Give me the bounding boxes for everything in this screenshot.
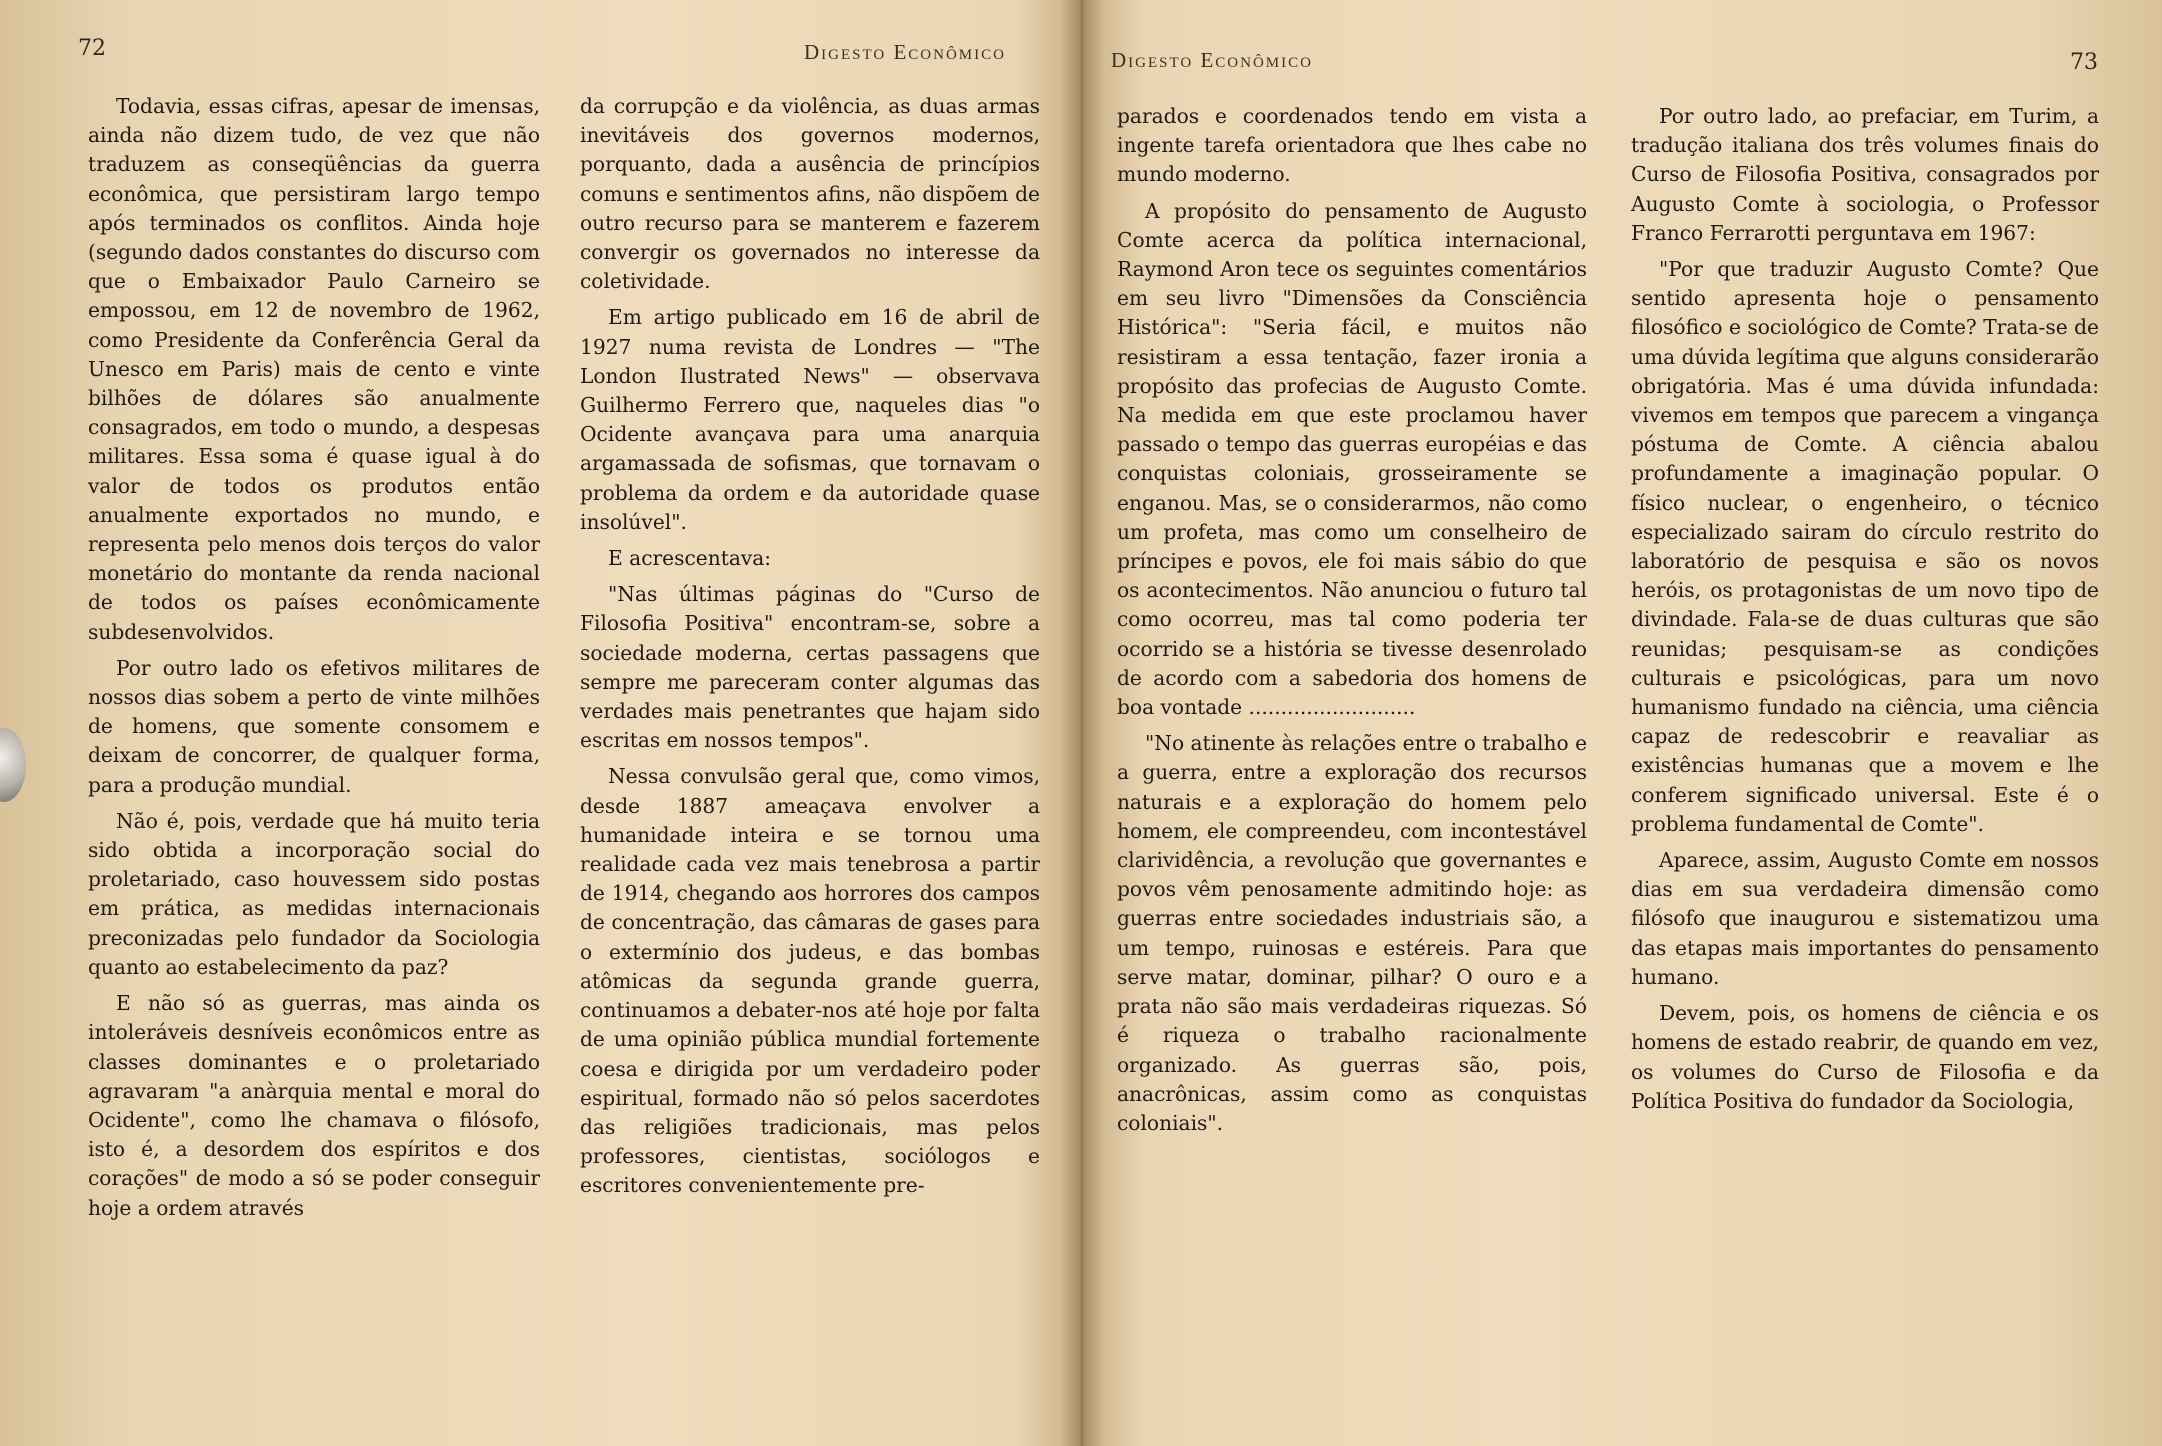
paragraph: Devem, pois, os homens de ciência e os homens de estado reabrir, de quando em vez, os volumes do Curso de Filosofia e da Política Positiva do fundador da Sociologia, [1631, 1001, 2099, 1113]
right-column-2 [1631, 102, 2099, 1123]
quotation: "Nas últimas páginas do "Curso de Filosofia Positiva" encontram-se, sobre a sociedade moderna, certas passagens que sempre me pareceram conter algumas das verdades mais penetrantes que hajam sido escritas em nossos tempos". [580, 582, 1040, 753]
paragraph: Em artigo publicado em 16 de abril de 1927 numa revista de Londres — "The London Ilustrated News" — observava Guilhermo Ferrero que, naqueles dias "o Ocidente avançava para uma anarquia argamassada de sofismas, que tornavam o problema da ordem e da autoridade quase insolúvel". [580, 305, 1040, 534]
quotation: "No atinente às relações entre o trabalho e a guerra, entre a exploração dos recursos naturais e a exploração do homem pelo homem, ele compreendeu, com incontestável clarividência, a revolução que governantes e povos vêm penosamente admitindo hoje: as guerras entre sociedades industriais são, a um tempo, ruinosas e estéreis. Para que serve matar, dominar, pilhar? O ouro e a prata não são mais verdadeiras riquezas. Só é riqueza o trabalho racionalmente organizado. As guerras são, pois, anacrônicas, assim como as conquistas coloniais". [1117, 731, 1588, 1135]
quotation: "Por que traduzir Augusto Comte? Que sentido apresenta hoje o pensamento filosófico e sociológico de Comte? Trata-se de uma dúvida legítima que alguns considerarão obrigatória. Mas é uma dúvida infundada: vivemos em tempos que parecem a vingança póstuma de Comte. A ciência abalou profundamente a imaginação popular. O físico nuclear, o engenheiro, o técnico especializado sairam do círculo restrito do laboratório de pesquisa e são os novos heróis, os protagonistas de um novo tipo de divindade. Fala-se de duas culturas que são reunidas; pesquisam-se as condições culturais e psicológicas, para um novo humanismo fundado na ciência, uma ciência capaz de redescobrir e reavaliar as existências humanas que a movem e lhe conferem significado universal. Este é o problema fundamental de Comte". [1631, 257, 2099, 836]
page-number-left: 72 [78, 36, 106, 61]
paragraph: Por outro lado os efetivos militares de nossos dias sobem a perto de vinte milhões de homens, que somente consomem e deixam de concorrer, de qualquer forma, para a produção mundial. [88, 655, 540, 797]
page-tab-marker [0, 728, 26, 802]
paragraph: Aparece, assim, Augusto Comte em nossos dias em sua verdadeira dimensão como filósofo que inaugurou e sistematizou uma das etapas mais importantes do pensamento humano. [1631, 848, 2099, 989]
left-column-1 [88, 92, 540, 1230]
running-head-left: Digesto Econômico [804, 40, 1006, 64]
paragraph: A propósito do pensamento de Augusto Comte acerca da política internacional, Raymond Aron tece os seguintes comentários em seu livro "Dimensões da Consciência Histórica": "Seria fácil, e muitos não resistiram a essa tentação, fazer ironia a propósito das profecias de Augusto Comte. Na medida em que este proclamou haver passado o tempo das guerras européias e das conquistas coloniais, grosseiramente se enganou. Mas, se o considerarmos, não como um profeta, mas como um conselheiro de príncipes e povos, ele foi mais sábio do que os acontecimentos. Não anunciou o futuro tal como ocorreu, mas tal como poderia ter ocorrido se a história se tivesse desenrolado de acordo com a sabedoria dos homens de boa vontade .......................... [1117, 198, 1587, 720]
paragraph: E não só as guerras, mas ainda os intoleráveis desníveis econômicos entre as classes dominantes e o proletariado agravaram "a anàrquia mental e moral do Ocidente", como lhe chamava o filósofo, isto é, a desordem dos espíritos e dos corações" de modo a só se poder conseguir hoje a ordem através [88, 991, 540, 1220]
page-number-right: 73 [2070, 50, 2098, 75]
right-page [1081, 0, 2162, 1446]
paragraph: Nessa convulsão geral que, como vimos, desde 1887 ameaçava envolver a humanidade inteira e se tornou uma realidade cada vez mais tenebrosa a partir de 1914, chegando aos horrores dos campos de concentração, das câmaras de gases para o extermínio dos judeus, e das bombas atômicas da segunda grande guerra, continuamos a debater-nos até hoje por falta de uma opinião pública mundial fortemente coesa e dirigida por um verdadeiro poder espiritual, formado não só pelos sacerdotes das religiões tradicionais, mas pelos professores, cientistas, sociólogos e escritores convenientemente pre- [580, 764, 1040, 1198]
paragraph: Por outro lado, ao prefaciar, em Turim, a tradução italiana dos três volumes finais do Curso de Filosofia Positiva, consagrados por Augusto Comte à sociologia, o Professor Franco Ferrarotti perguntava em 1967: [1631, 104, 2099, 245]
running-head-right: Digesto Econômico [1111, 48, 1313, 72]
paragraph: Todavia, essas cifras, apesar de imensas, ainda não dizem tudo, de vez que não traduzem as conseqüências da guerra econômica, que persistiram largo tempo após terminados os conflitos. Ainda hoje (segundo dados constantes do discurso com que o Embaixador Paulo Carneiro se empossou, em 12 de novembro de 1962, como Presidente da Conferência Geral da Unesco em Paris) mais de cento e vinte bilhões de dólares são anualmente consagrados, em todo o mundo, a despesas militares. Essa soma é quase igual à do valor de todos os produtos então anualmente exportados no mundo, e representa pelo menos dois terços do valor monetário do montante da renda nacional de todos os países econômicamente subdesenvolvidos. [88, 94, 540, 644]
paragraph: E acrescentava: [608, 546, 772, 571]
right-column-1 [1117, 102, 1587, 1145]
paragraph: parados e coordenados tendo em vista a ingente tarefa orientadora que lhes cabe no mundo moderno. [1117, 104, 1587, 187]
left-column-2 [580, 92, 1040, 1208]
paragraph: Não é, pois, verdade que há muito teria sido obtida a incorporação social do proletariado, caso houvessem sido postas em prática, as medidas internacionais preconizadas pelo fundador da Sociologia quanto ao estabelecimento da paz? [88, 808, 540, 979]
paragraph: da corrupção e da violência, as duas armas inevitáveis dos governos modernos, porquanto, dada a ausência de princípios comuns e sentimentos afins, não dispõem de outro recurso para se manterem e fazerem convergir os governados no interesse da coletividade. [580, 94, 1040, 294]
